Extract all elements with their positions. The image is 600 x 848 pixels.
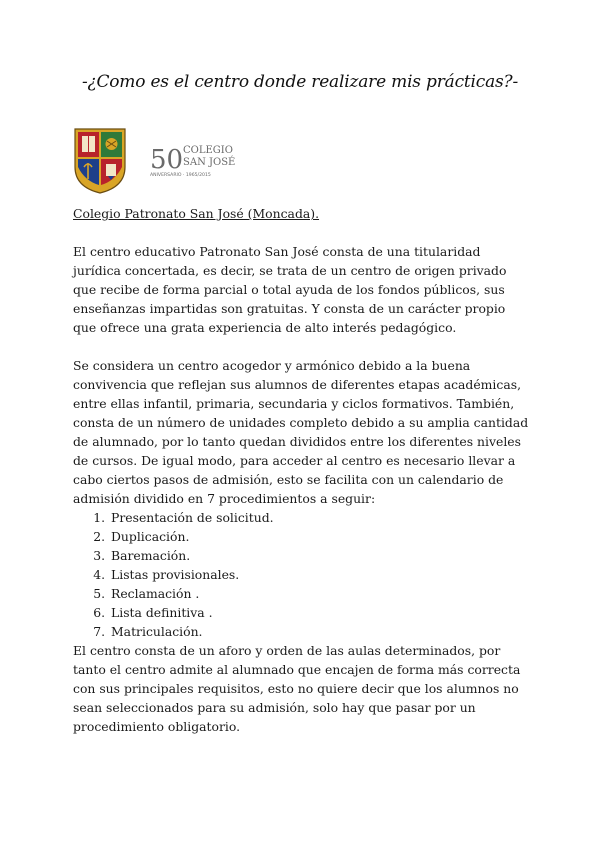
admission-steps-list — [73, 508, 531, 641]
list-item: 2. Duplicación. — [109, 527, 531, 546]
paragraph-3: El centro consta de un aforo y orden de las aulas determinados, por tanto el centro admite al alumnado que encajen de forma más correcta con sus principales requisitos, esto no quiere decir que los alumnos no sean seleccionados para su admisión, solo hay que pasar por un procedimiento obligatorio. — [73, 643, 521, 734]
school-heading: Colegio Patronato San José (Moncada). — [73, 206, 320, 221]
list-item: 7. Matriculación. — [109, 622, 531, 641]
paragraph-1: El centro educativo Patronato San José consta de una titularidad jurídica concertada, es decir, se trata de un centro de origen privado que recibe de forma parcial o total ayuda de los fondos públicos, sus enseñanzas impartidas son gratuitas. Y consta de un carácter propio que ofrece una grata experiencia de alto interés pedagógico. — [73, 244, 507, 335]
anniversary-logo — [150, 141, 245, 181]
list-item: 6. Lista definitiva . — [109, 603, 531, 622]
document-body — [73, 204, 531, 736]
list-item: 5. Reclamación . — [109, 584, 531, 603]
list-item: 3. Baremación. — [109, 546, 531, 565]
page-title: -¿Como es el centro donde realizare mis prácticas?- — [81, 72, 519, 92]
paragraph-2: Se considera un centro acogedor y armónico debido a la buena convivencia que reflejan sus alumnos de diferentes etapas académicas, entre ellas infantil, primaria, secundaria y ciclos formativos. También, consta de un número de unidades completo debido a su amplia cantidad de alumnado, por lo tanto quedan divididos entre los diferentes niveles de cursos. De igual modo, para acceder al centro es necesario llevar a cabo ciertos pasos de admisión, esto se facilita con un calendario de admisión dividido en 7 procedimientos a seguir: — [73, 358, 529, 506]
anniversary-sub: ANIVERSARIO · 1965/2015 — [150, 173, 211, 178]
anniversary-line2: SAN JOSÉ — [183, 157, 236, 168]
list-item: 1. Presentación de solicitud. — [109, 508, 531, 527]
school-shield-logo — [73, 127, 127, 195]
anniversary-number: 50 — [150, 145, 184, 175]
logos-row — [73, 127, 253, 195]
list-item: 4. Listas provisionales. — [109, 565, 531, 584]
anniversary-line1: COLEGIO — [183, 145, 233, 156]
